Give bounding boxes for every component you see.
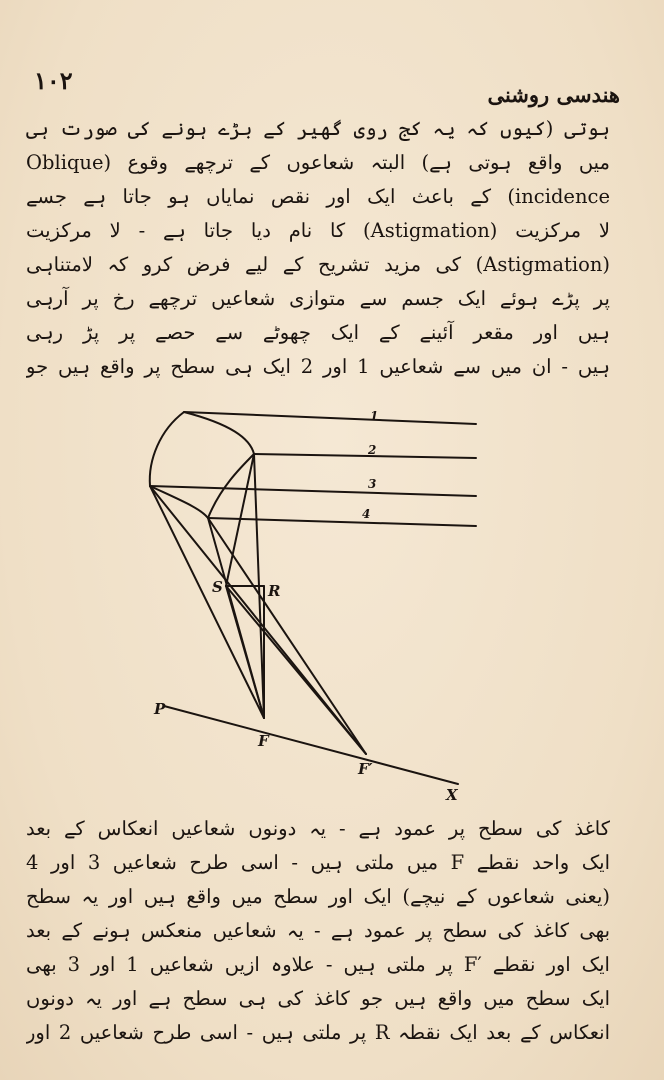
text-line: پر پڑے ہوئے ایک جسم سے متوازی شعاعیں ترچھے رخ پر آرہی	[26, 287, 610, 310]
mirror-arc	[150, 412, 184, 486]
point-label-p: P	[154, 700, 166, 718]
text-line: (یعنی شعاعوں کے نیچے) ایک اور سطح میں واقع ہیں اور یہ سطح	[26, 885, 610, 908]
point-label-s: S	[212, 578, 223, 596]
running-head: هندسی روشنی	[487, 82, 620, 107]
text-line: لا مرکزیت (Astigmation) کا نام دیا جاتا ہے - لا مرکزیت	[26, 219, 610, 242]
text-line: میں واقع ہوتی ہے) البتہ شعاعوں کے ترچھے وقوع (Oblique	[26, 151, 610, 174]
bottom-paragraph	[26, 812, 610, 1050]
ray-1	[184, 412, 476, 424]
ray-3	[150, 486, 476, 496]
reflected-ray	[208, 518, 366, 754]
point-label-f-prime: F′	[358, 760, 373, 778]
text-line: کاغذ کی سطح پر عمود ہے - یہ دونوں شعاعیں انعکاس کے بعد	[26, 817, 610, 840]
text-line: انعکاس کے بعد ایک نقطہ R پر ملتی ہیں - اسی طرح شعاعیں 2 اور	[26, 1021, 610, 1044]
ray-4	[208, 518, 476, 526]
point-label-r: R	[268, 582, 281, 600]
text-line: بھی کاغذ کی سطح پر عمود ہے - یہ شعاعیں منعکس ہونے کے بعد	[26, 919, 610, 942]
text-line: ہوتی (کیوں کہ یہ کج روی گھیر کے بڑے ہونے کی صورت ہی	[26, 117, 610, 140]
axis-line-px	[164, 706, 458, 784]
ray-2	[254, 454, 476, 458]
ray-label-4: 4	[362, 507, 371, 521]
text-line: ایک واحد نقطے F میں ملتی ہیں - اسی طرح شعاعیں 3 اور 4	[26, 851, 610, 874]
text-line: (Astigmation) کی مزید تشریح کے لیے فرض کرو کہ لامتناہی	[26, 253, 610, 276]
ray-label-1: 1	[370, 409, 379, 423]
page-number: ۱۰۲	[34, 66, 73, 95]
diagram-svg	[140, 408, 480, 804]
text-line: incidence) کے باعث ایک اور نقص نمایاں ہو جاتا ہے جسے	[26, 185, 610, 208]
text-line: ایک سطح میں واقع ہیں جو کاغذ کی ہی سطح ہے اور یہ دونوں	[26, 987, 610, 1010]
point-label-f: F	[258, 732, 269, 750]
astigmatism-diagram	[140, 408, 480, 804]
ray-label-3: 3	[368, 477, 377, 491]
text-line: ہیں - ان میں سے شعاعیں 1 اور 2 ایک ہی سطح پر واقع ہیں جو	[26, 355, 610, 378]
point-label-x: X	[446, 786, 458, 804]
text-line: ایک اور نقطے ′F پر ملتی ہیں - علاوہ ازیں شعاعیں 1 اور 3 بھی	[26, 953, 610, 976]
text-line: ہیں اور مقعر آئینے کے ایک چھوٹے سے حصے پر پڑ رہی	[26, 321, 610, 344]
top-paragraph	[26, 112, 610, 384]
reflected-ray	[150, 486, 264, 718]
mirror-arc-inner	[184, 412, 254, 454]
ray-label-2: 2	[368, 443, 377, 457]
